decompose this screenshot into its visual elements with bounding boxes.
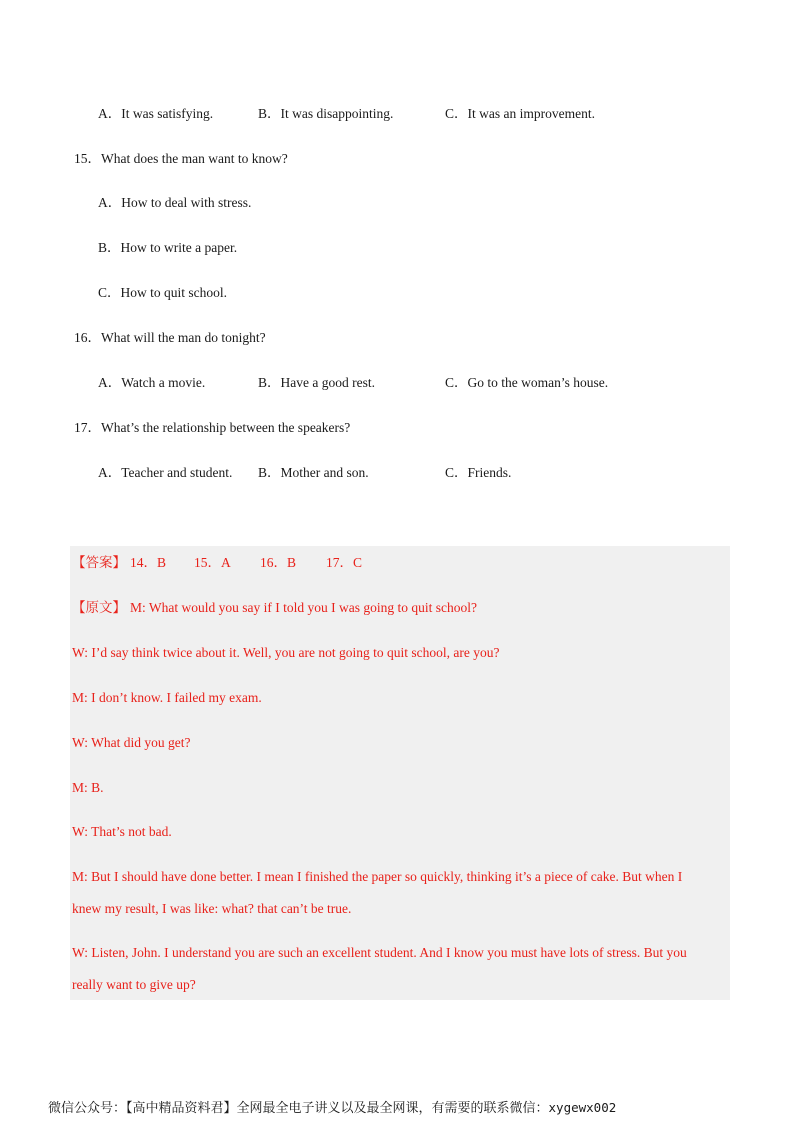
q15-option-a: A．How to deal with stress. <box>98 195 252 210</box>
transcript-line: W: What did you get? <box>72 735 191 750</box>
q14-option-c: C．It was an improvement. <box>445 106 595 121</box>
footer <box>48 1102 616 1115</box>
q14-option-a: A．It was satisfying. <box>98 106 214 121</box>
transcript-line: W: Listen, John. I understand you are such an excellent student. And I know you must have lots of stress. But you <box>72 945 687 960</box>
answer-item-17: 17．C <box>326 555 363 570</box>
q17-option-c: C．Friends. <box>445 465 512 480</box>
transcript-line: W: I’d say think twice about it. Well, you are not going to quit school, are you? <box>72 645 500 660</box>
transcript-label: 【原文】 <box>72 600 126 615</box>
transcript-line: really want to give up? <box>72 977 196 992</box>
answer-item-15: 15．A <box>194 555 231 570</box>
answer-label: 【答案】 <box>72 555 126 570</box>
q15-question: 15．What does the man want to know? <box>74 151 288 166</box>
q17-option-b: B．Mother and son. <box>258 465 369 480</box>
transcript-line: M: What would you say if I told you I was going to quit school? <box>130 600 477 615</box>
q16-option-b: B．Have a good rest. <box>258 375 375 390</box>
q17-question: 17．What’s the relationship between the speakers? <box>74 420 351 435</box>
footer-text: 微信公众号：【高中精品资料君】全网最全电子讲义以及最全网课，有需要的联系微信： <box>48 1101 549 1116</box>
q14-option-b: B．It was disappointing. <box>258 106 394 121</box>
transcript-line: knew my result, I was like: what? that can’t be true. <box>72 901 352 916</box>
q15-option-c: C．How to quit school. <box>98 285 228 300</box>
transcript-line: M: But I should have done better. I mean I finished the paper so quickly, thinking it’s a piece of cake. But when I <box>72 869 683 884</box>
transcript-line: M: B. <box>72 780 104 795</box>
q16-option-c: C．Go to the woman’s house. <box>445 375 609 390</box>
q16-option-a: A．Watch a movie. <box>98 375 206 390</box>
q16-question: 16．What will the man do tonight? <box>74 330 266 345</box>
q15-option-b: B．How to write a paper. <box>98 240 238 255</box>
transcript-line: W: That’s not bad. <box>72 824 172 839</box>
q17-option-a: A．Teacher and student. <box>98 465 233 480</box>
footer-wechat-id: xygewx002 <box>548 1100 617 1115</box>
transcript-line: M: I don’t know. I failed my exam. <box>72 690 262 705</box>
answer-item-16: 16．B <box>260 555 297 570</box>
answer-item-14: 14．B <box>130 555 167 570</box>
